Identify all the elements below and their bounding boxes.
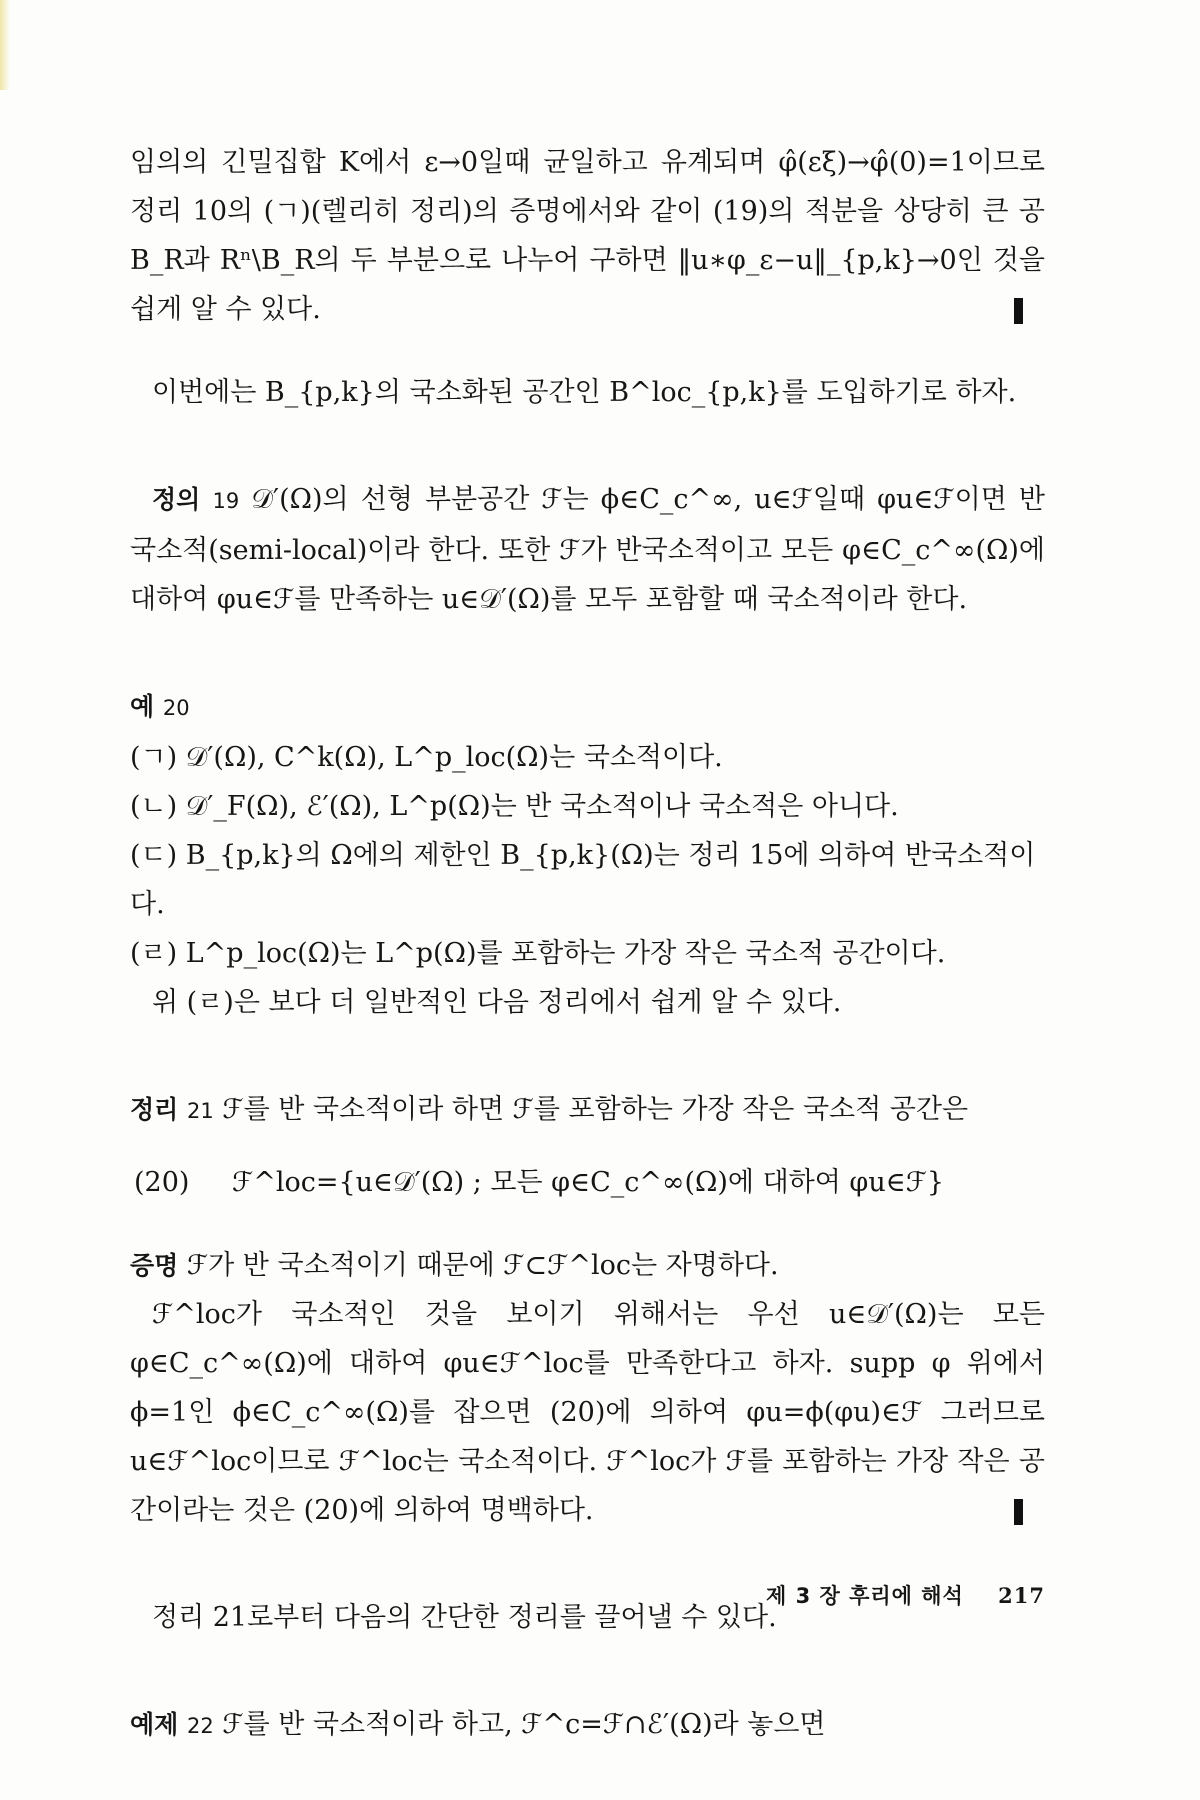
page-number: 217 <box>998 1583 1045 1608</box>
example-20-heading: 예 20 <box>130 692 190 721</box>
example-22-label: 예제 22 <box>130 1710 214 1739</box>
proof-first-line <box>130 1241 1045 1290</box>
equation-text: ℱ^loc={u∈𝒟′(Ω) ; 모든 φ∈C_c^∞(Ω)에 대하여 φu∈ℱ} <box>232 1167 945 1198</box>
qed-mark <box>1014 298 1023 324</box>
equation-20 <box>130 1158 1045 1207</box>
paragraph-localized-space: 이번에는 B_{p,k}의 국소화된 공간인 B^loc_{p,k}를 도입하기로 하자. <box>152 377 1017 408</box>
equation-number: (20) <box>134 1167 190 1198</box>
paragraph-rellich-text: 임의의 긴밀집합 K에서 ε→0일때 균일하고 유계되며 φ̂(εξ)→φ̂(0)=1이므로 정리 10의 (ㄱ)(렐리히 정리)의 증명에서와 같이 (19)의 적분을 상당히 큰 공 B_R과 Rⁿ\B_R의 두 부분으로 나누어 구하면 ‖u∗φ_ε−u‖_{p,k}→0인 것을 쉽게 알 수 있다. <box>130 147 1045 325</box>
corollary-intro: 정리 21로부터 다음의 간단한 정리를 끌어낼 수 있다. <box>152 1602 777 1633</box>
theorem-label: 정리 21 <box>130 1095 214 1124</box>
proof-body-text: ℱ^loc가 국소적인 것을 보이기 위해서는 우선 u∈𝒟′(Ω)는 모든 φ∈C_c^∞(Ω)에 대하여 φu∈ℱ^loc를 만족한다고 하자. supp φ 위에서 ϕ=1인 ϕ∈C_c^∞(Ω)를 잡으면 (20)에 의하여 φu=ϕ(φu)∈ℱ 그러므로 u∈ℱ^loc이므로 ℱ^loc는 국소적이다. ℱ^loc가 ℱ를 포함하는 가장 작은 공간이라는 것은 (20)에 의하여 명백하다. <box>130 1299 1045 1526</box>
qed-mark <box>1014 1499 1023 1525</box>
definition-label: 정의 19 <box>152 485 240 514</box>
example-20 <box>130 682 1045 1027</box>
example-22 <box>130 1700 1045 1751</box>
proof-line1-text: ℱ가 반 국소적이기 때문에 ℱ⊂ℱ^loc는 자명하다. <box>186 1250 779 1281</box>
page-body <box>130 138 1045 1751</box>
theorem-text: ℱ를 반 국소적이라 하면 ℱ를 포함하는 가장 작은 국소적 공간은 <box>222 1094 969 1125</box>
example-note: 위 (ㄹ)은 보다 더 일반적인 다음 정리에서 쉽게 알 수 있다. <box>152 987 842 1018</box>
example-item-c: (ㄷ) B_{p,k}의 Ω에의 제한인 B_{p,k}(Ω)는 정리 15에 의하여 반국소적이다. <box>130 840 1036 920</box>
example-item-a: (ㄱ) 𝒟′(Ω), C^k(Ω), L^p_loc(Ω)는 국소적이다. <box>130 742 723 773</box>
theorem-21 <box>130 1085 1045 1136</box>
example-22-text: ℱ를 반 국소적이라 하고, ℱ^c=ℱ∩ℰ′(Ω)라 놓으면 <box>222 1709 826 1740</box>
proof-body <box>130 1290 1045 1535</box>
chapter-title: 제 3 장 후리에 해석 <box>765 1584 964 1608</box>
proof-label: 증명 <box>130 1251 179 1280</box>
definition-19 <box>130 475 1045 624</box>
example-item-d: (ㄹ) L^p_loc(Ω)는 L^p(Ω)를 포함하는 가장 작은 국소적 공간이다. <box>130 938 946 969</box>
example-item-b: (ㄴ) 𝒟′_F(Ω), ℰ′(Ω), L^p(Ω)는 반 국소적이나 국소적은 아니다. <box>130 791 899 822</box>
definition-text: 𝒟′(Ω)의 선형 부분공간 ℱ는 ϕ∈C_c^∞, u∈ℱ일때 φu∈ℱ이면 반 국소적(semi-local)이라 한다. 또한 ℱ가 반국소적이고 모든 φ∈C_c^∞(Ω)에 대하여 φu∈ℱ를 만족하는 u∈𝒟′(Ω)를 모두 포함할 때 국소적이라 한다. <box>130 484 1045 615</box>
paragraph-rellich <box>130 138 1045 334</box>
page-footer <box>766 1580 1045 1610</box>
page-edge-shadow <box>0 0 10 90</box>
